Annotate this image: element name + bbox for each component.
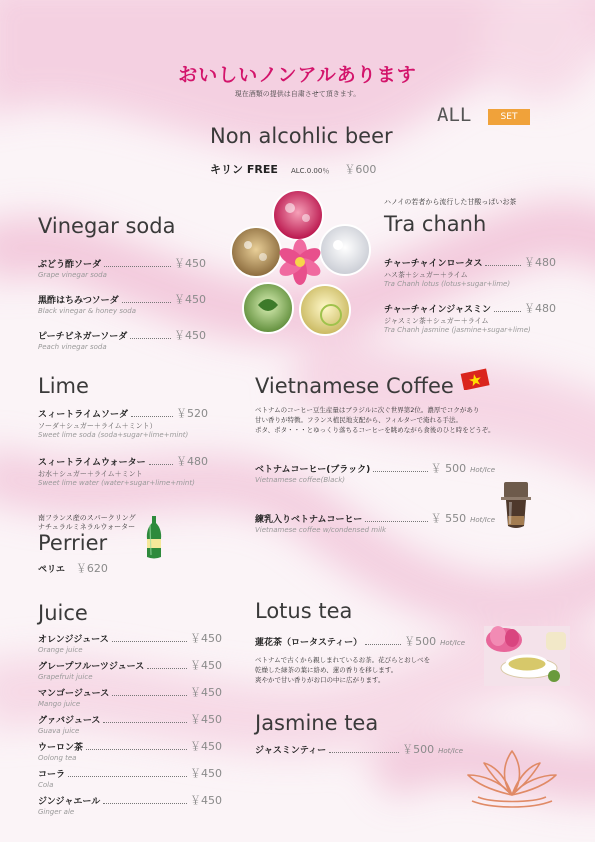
item-name: グァバジュース <box>38 716 101 726</box>
vinegar-list <box>38 255 206 363</box>
item-price: ￥450 <box>190 713 222 726</box>
item-english: Grape vinegar soda <box>38 271 107 279</box>
item-price: ￥480 <box>524 302 556 315</box>
item-price: ￥450 <box>174 293 206 306</box>
page-subtitle: 現在酒類の提供は自粛させて頂きます。 <box>234 90 361 98</box>
item-name: ジャスミンティー <box>255 746 327 756</box>
perrier-note2: ナチュラルミネラルウォーター <box>38 523 136 531</box>
item-sub: ソーダ＋シュガー＋ライム＋ミント） <box>38 422 157 430</box>
item-english: Sweet lime water (water+sugar+lime+mint) <box>38 479 195 487</box>
perrier-item <box>38 557 108 576</box>
item-name: スィートライムソーダ <box>38 410 129 420</box>
lime-title: Lime <box>38 374 89 398</box>
item-name: グレープフルーツジュース <box>38 662 145 672</box>
item-name: チャーチャインロータス <box>384 259 483 269</box>
description-line: 甘い香りが特徴。フランス植民地支配から、フィルターで淹れる手法。 <box>255 416 463 424</box>
item-hotice: Hot/Ice <box>470 516 495 524</box>
perrier-note1: 南フランス産のスパークリング <box>38 514 136 522</box>
description-line: ポタ、ポタ・・・とゆっくり落ちるコーヒーを眺めながら食後のひと時をどうぞ。 <box>255 426 495 434</box>
item-english: Cola <box>38 781 54 789</box>
item-name: コーラ <box>38 770 66 780</box>
item-price: ￥450 <box>190 686 222 699</box>
beer-abv: ALC.0.00％ <box>290 167 330 175</box>
item-price: ￥450 <box>174 329 206 342</box>
description-line: ベトナムで古くから親しまれているお茶。花びらとおしべを <box>255 656 431 664</box>
jasmine-item <box>255 741 463 757</box>
perrier-bottle-icon <box>145 515 163 560</box>
jasmine-title: Jasmine tea <box>255 711 379 735</box>
item-name: ピーチビネガーソーダ <box>38 332 128 342</box>
item-name: ベトナムコーヒー(ブラック) <box>255 465 371 475</box>
vinegar-title: Vinegar soda <box>38 214 176 238</box>
lime-list <box>38 405 208 501</box>
list-item <box>38 792 222 819</box>
item-name: ジンジャエール <box>38 797 101 807</box>
list-item <box>384 300 556 346</box>
item-hotice: Hot/Ice <box>470 466 495 474</box>
set-badge: SET <box>488 109 530 125</box>
item-price: ￥500 <box>402 743 435 756</box>
item-english: Guava juice <box>38 727 80 735</box>
item-hotice: Hot/Ice <box>438 747 463 755</box>
item-price: ￥ 500 <box>430 462 467 475</box>
lotus-outline-icon <box>462 743 562 813</box>
list-item <box>38 327 206 363</box>
list-item <box>38 291 206 327</box>
item-hotice: Hot/Ice <box>440 639 465 647</box>
list-item <box>384 254 556 300</box>
list-item <box>255 510 495 560</box>
list-item <box>38 453 208 501</box>
item-english: Orange juice <box>38 646 83 654</box>
perrier-title: Perrier <box>38 531 108 555</box>
item-price: ￥480 <box>176 455 208 468</box>
item-english: Black vinegar & honey soda <box>38 307 137 315</box>
item-english: Mango juice <box>38 700 81 708</box>
item-name: 蓮花茶（ロータスティー） <box>255 638 363 648</box>
item-sub: ジャスミン茶＋シュガー＋ライム <box>384 317 489 325</box>
juice-title: Juice <box>38 601 88 625</box>
lotus-flower-icon <box>277 239 324 285</box>
beer-item <box>210 158 376 177</box>
page-title: おいしいノンアルあります <box>178 64 417 86</box>
item-english: Vietnamese coffee(Black) <box>255 476 346 484</box>
list-item <box>38 657 222 684</box>
list-item <box>255 460 495 510</box>
item-price: ￥620 <box>75 562 108 575</box>
item-price: ￥480 <box>524 256 556 269</box>
tra-chanh-list <box>384 254 556 346</box>
item-sub: ハス茶＋シュガー＋ライム <box>384 271 468 279</box>
item-name: スィートライムウォーター <box>38 458 146 468</box>
item-name: マンゴージュース <box>38 689 110 699</box>
lotus-title: Lotus tea <box>255 599 353 623</box>
list-item <box>38 630 222 657</box>
coffee-filter-icon <box>500 480 532 530</box>
item-price: ￥520 <box>176 407 208 420</box>
drinks-photo-collage <box>228 190 378 340</box>
item-english: Tra Chanh jasmine (jasmine+sugar+lime) <box>384 326 531 334</box>
item-price: ￥450 <box>190 632 222 645</box>
juice-list <box>38 630 222 819</box>
list-item <box>38 738 222 765</box>
item-english: Ginger ale <box>38 808 75 816</box>
item-name: ぶどう酢ソーダ <box>38 260 102 270</box>
item-english: Sweet lime soda (soda+sugar+lime+mint) <box>38 431 189 439</box>
beer-name: キリン FREE <box>210 163 278 176</box>
item-english: Peach vinegar soda <box>38 343 107 351</box>
vietnam-flag-icon <box>460 368 490 390</box>
item-price: ￥ 550 <box>430 512 467 525</box>
coffee-list <box>255 460 495 560</box>
item-price: ￥500 <box>404 635 437 648</box>
list-item <box>38 255 206 291</box>
lotus-tea-photo <box>484 626 570 686</box>
all-label: ALL <box>437 104 472 126</box>
item-english: Oolong tea <box>38 754 77 762</box>
list-item <box>38 405 208 453</box>
item-english: Tra Chanh lotus (lotus+sugar+lime) <box>384 280 511 288</box>
item-name: チャーチャインジャスミン <box>384 305 492 315</box>
beer-price: ￥600 <box>344 163 377 176</box>
list-item <box>38 684 222 711</box>
coffee-title: Vietnamese Coffee <box>255 374 454 398</box>
tra-chanh-note: ハノイの若者から流行した甘酸っぱいお茶 <box>384 198 517 206</box>
description-line: ベトナムのコーヒー豆生産量はブラジルに次ぐ世界第2位。濃厚でコクがあり <box>255 406 480 414</box>
beer-title: Non alcohlic beer <box>210 124 393 148</box>
list-item <box>38 765 222 792</box>
item-price: ￥450 <box>190 767 222 780</box>
description-line: 乾燥した緑茶の葉に絡め、蓮の香りを移します。 <box>255 666 398 674</box>
tra-chanh-title: Tra chanh <box>384 212 487 236</box>
item-sub: お水＋シュガー＋ライム＋ミント <box>38 470 143 478</box>
description-line: 爽やかで甘い香りがお口の中に広がります。 <box>255 676 385 684</box>
item-name: ウーロン茶 <box>38 743 84 753</box>
item-price: ￥450 <box>174 257 206 270</box>
item-price: ￥450 <box>190 794 222 807</box>
lotus-description <box>255 655 480 685</box>
item-name: 練乳入りベトナムコーヒー <box>255 515 363 525</box>
item-english: Vietnamese coffee w/condensed milk <box>255 526 387 534</box>
lotus-item <box>255 633 465 649</box>
list-item <box>38 711 222 738</box>
item-name: 黒酢はちみつソーダ <box>38 296 119 306</box>
item-price: ￥450 <box>190 659 222 672</box>
coffee-description <box>255 405 545 435</box>
item-name: オレンジジュース <box>38 635 109 645</box>
item-english: Grapefruit juice <box>38 673 93 681</box>
item-price: ￥450 <box>190 740 222 753</box>
item-name: ペリエ <box>38 565 65 575</box>
